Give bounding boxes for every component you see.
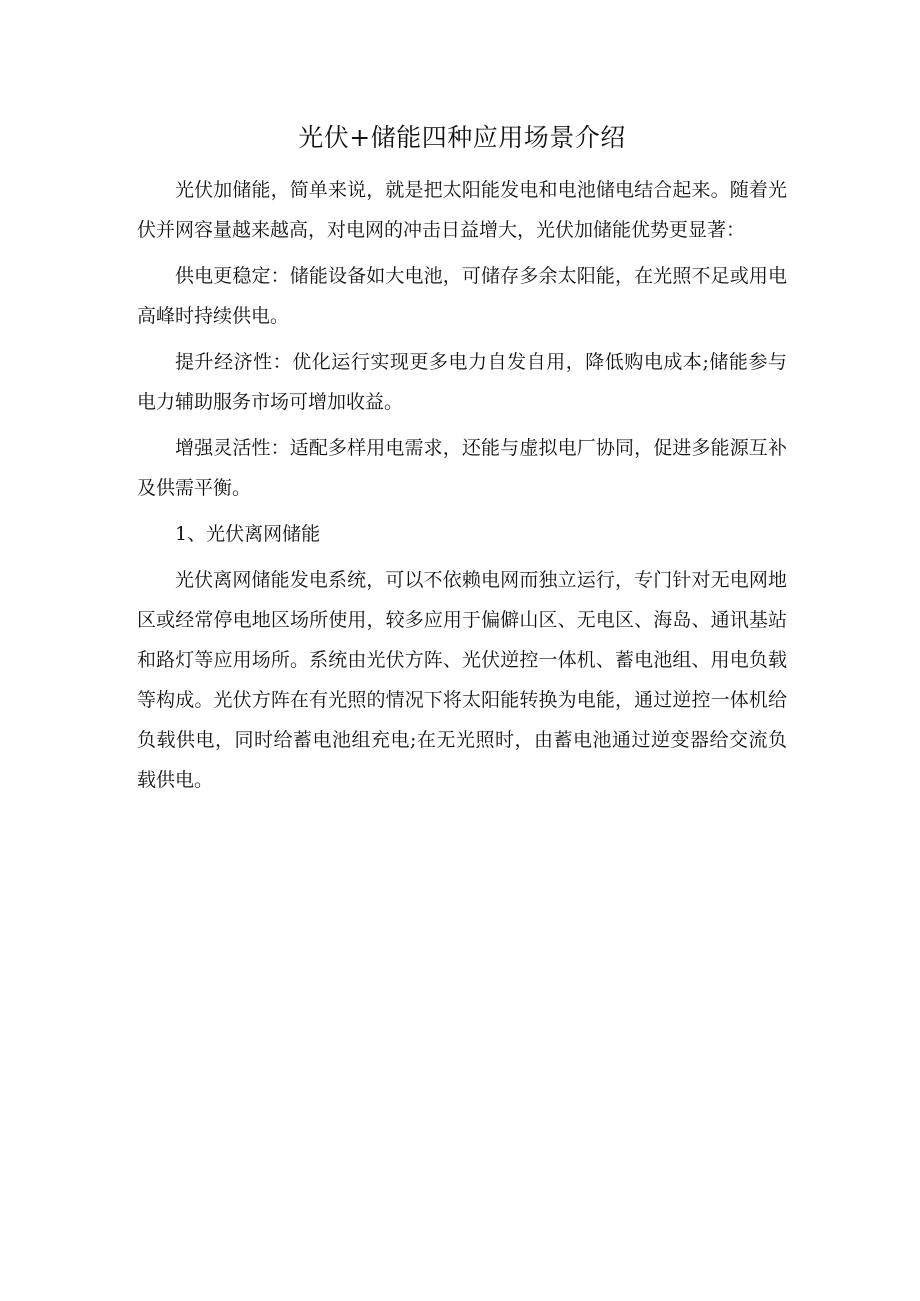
benefit-stability-paragraph: 供电更稳定：储能设备如大电池，可储存多余太阳能，在光照不足或用电高峰时持续供电。 [137, 265, 787, 327]
document-title: 光伏+储能四种应用场景介绍 [298, 123, 626, 152]
intro-paragraph: 光伏加储能，简单来说，就是把太阳能发电和电池储电结合起来。随着光伏并网容量越来越高，对电网的冲击日益增大，光伏加储能优势更显著： [137, 179, 787, 241]
benefit-flexibility-paragraph: 增强灵活性：适配多样用电需求，还能与虚拟电厂协同，促进多能源互补及供需平衡。 [137, 437, 787, 499]
document-body [137, 118, 787, 806]
benefit-economy-paragraph: 提升经济性：优化运行实现更多电力自发自用，降低购电成本;储能参与电力辅助服务市场可增加收益。 [137, 351, 787, 413]
section-1-paragraph: 光伏离网储能发电系统，可以不依赖电网而独立运行，专门针对无电网地区或经常停电地区场所使用，较多应用于偏僻山区、无电区、海岛、通讯基站和路灯等应用场所。系统由光伏方阵、光伏逆控一体机、蓄电池组、用电负载等构成。光伏方阵在有光照的情况下将太阳能转换为电能，通过逆控一体机给负载供电，同时给蓄电池组充电;在无光照时，由蓄电池通过逆变器给交流负载供电。 [137, 569, 787, 791]
section-1-heading: 1、光伏离网储能 [175, 523, 321, 545]
